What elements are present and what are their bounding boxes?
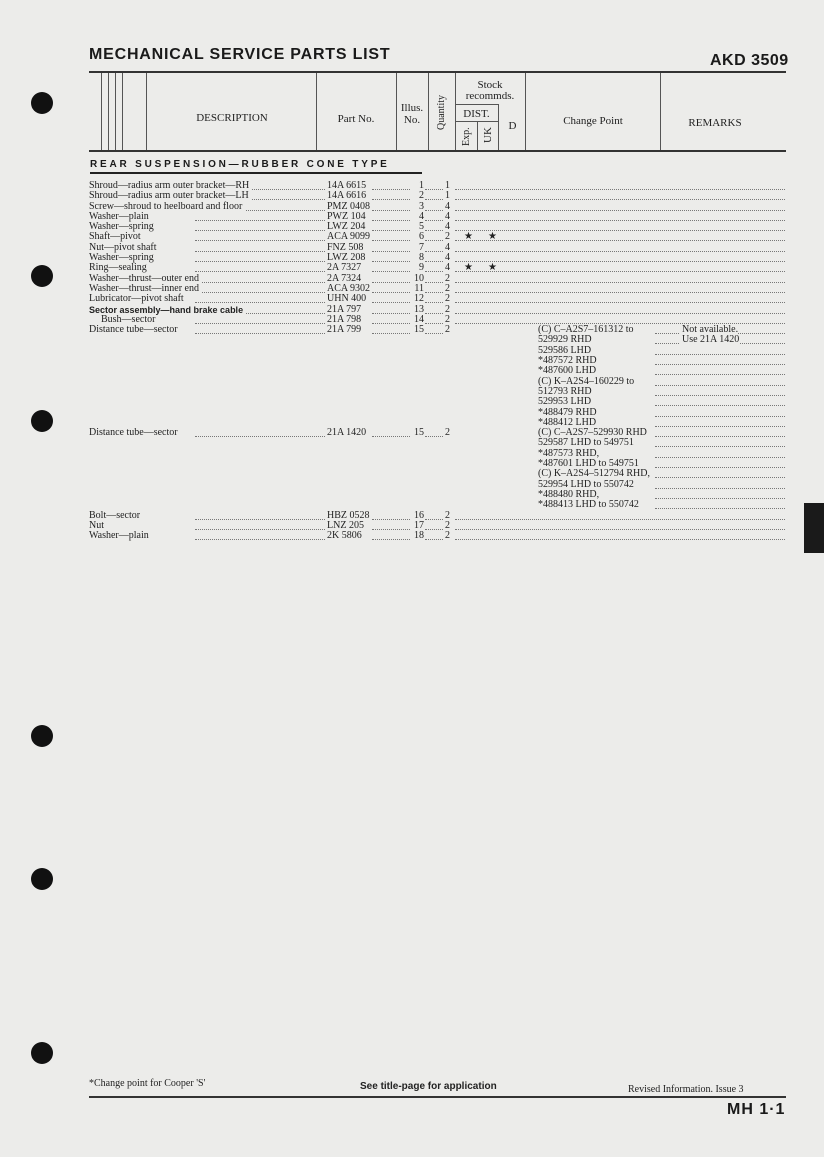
dot-leader <box>425 199 443 200</box>
dot-leader <box>425 220 443 221</box>
col-quantity: Quantity <box>436 95 447 130</box>
change-point: (C) C–A2S7–529930 RHD <box>538 428 650 438</box>
dot-leader <box>455 261 785 262</box>
part-number: 14A 6616 <box>327 190 367 202</box>
dot-leader <box>195 292 325 293</box>
table-row <box>0 366 824 376</box>
page-code: MH 1·1 <box>727 1101 786 1118</box>
dot-leader <box>655 385 785 386</box>
column-divider <box>108 73 109 150</box>
dot-leader <box>372 302 412 303</box>
header-bottom-rule <box>89 150 786 152</box>
quantity: 1 <box>445 181 453 191</box>
col-change-point: Change Point <box>563 115 623 127</box>
part-description: Washer—plain <box>89 212 152 222</box>
part-number: UHN 400 <box>327 293 367 305</box>
part-description: Washer—thrust—inner end <box>89 284 202 294</box>
dot-leader <box>455 529 785 530</box>
table-row <box>0 408 824 418</box>
section-title: REAR SUSPENSION—RUBBER CONE TYPE <box>90 159 390 170</box>
dot-leader <box>455 271 785 272</box>
part-description: Washer—spring <box>89 253 157 263</box>
part-description: Washer—thrust—outer end <box>89 274 202 284</box>
dot-leader <box>655 426 785 427</box>
part-number: PWZ 104 <box>327 210 366 222</box>
footer-rule <box>89 1096 786 1098</box>
table-row <box>0 346 824 356</box>
dot-leader <box>425 251 443 252</box>
illus-number: 13 <box>410 305 424 315</box>
dot-leader <box>425 271 443 272</box>
col-exp: Exp. <box>461 127 472 146</box>
remarks: Not available. <box>682 324 739 336</box>
change-point: *488479 RHD <box>538 408 600 418</box>
dot-leader <box>455 240 785 241</box>
part-description: Nut—pivot shaft <box>89 243 160 253</box>
part-description: Sector assembly—hand brake cable <box>89 305 246 315</box>
col-d: D <box>508 120 517 132</box>
footer-note: *Change point for Cooper 'S' <box>89 1078 206 1089</box>
dot-leader <box>655 446 785 447</box>
illus-number: 12 <box>410 294 424 304</box>
column-divider <box>498 104 499 150</box>
part-description: Screw—shroud to heelboard and floor <box>89 202 245 212</box>
change-point: 529954 LHD to 550742 <box>538 480 637 490</box>
dot-leader <box>655 436 785 437</box>
change-point: 529587 LHD to 549751 <box>538 438 637 448</box>
stock-exp-star: ★ <box>464 262 473 274</box>
dot-leader <box>455 210 785 211</box>
table-row <box>0 490 824 500</box>
change-point: 529953 LHD <box>538 397 594 407</box>
change-point: *488480 RHD, <box>538 490 602 500</box>
footer-application-note: See title-page for application <box>360 1081 497 1092</box>
table-row <box>0 500 824 510</box>
column-divider <box>122 73 123 150</box>
illus-number: 16 <box>410 511 424 521</box>
dot-leader <box>372 220 412 221</box>
table-row <box>0 387 824 397</box>
col-stock-line1: Stock <box>477 79 503 91</box>
col-part-no: Part No. <box>337 113 375 125</box>
dot-leader <box>425 436 443 437</box>
dot-leader <box>195 302 325 303</box>
parts-table <box>0 181 824 541</box>
dot-leader <box>425 189 443 190</box>
table-row <box>0 480 824 490</box>
change-point: *487572 RHD <box>538 356 600 366</box>
dot-leader <box>372 519 412 520</box>
part-number: 2K 5806 <box>327 530 362 542</box>
part-number: LWZ 208 <box>327 252 366 264</box>
dot-leader <box>425 230 443 231</box>
col-stock-line2: recommds. <box>465 90 515 102</box>
change-point: 529929 RHD <box>538 335 595 345</box>
table-row <box>0 531 824 541</box>
dot-leader <box>425 261 443 262</box>
dot-leader <box>195 251 325 252</box>
dot-leader <box>195 323 325 324</box>
dot-leader <box>372 210 412 211</box>
dot-leader <box>455 519 785 520</box>
part-description: Shroud—radius arm outer bracket—RH <box>89 181 252 191</box>
illus-number: 18 <box>410 531 424 541</box>
page-title: MECHANICAL SERVICE PARTS LIST <box>89 46 391 63</box>
illus-number: 7 <box>410 243 424 253</box>
table-row <box>0 511 824 521</box>
col-remarks: REMARKS <box>688 117 742 129</box>
part-number: 2A 7327 <box>327 262 362 274</box>
quantity: 4 <box>445 263 453 273</box>
illus-number: 9 <box>410 263 424 273</box>
part-description: Shroud—radius arm outer bracket—LH <box>89 191 252 201</box>
quantity: 2 <box>445 511 453 521</box>
table-row <box>0 335 824 345</box>
illus-number: 1 <box>410 181 424 191</box>
part-number: FNZ 508 <box>327 241 364 253</box>
dot-leader <box>372 539 412 540</box>
table-row <box>0 377 824 387</box>
quantity: 2 <box>445 325 453 335</box>
remarks: Use 21A 1420 <box>682 334 740 346</box>
part-number: ACA 9302 <box>327 282 371 294</box>
dot-leader <box>372 529 412 530</box>
illus-number: 2 <box>410 191 424 201</box>
table-row <box>0 469 824 479</box>
stock-exp-star: ★ <box>464 231 473 243</box>
quantity: 4 <box>445 243 453 253</box>
column-divider <box>115 73 116 150</box>
illus-number: 6 <box>410 232 424 242</box>
illus-number: 14 <box>410 315 424 325</box>
column-divider <box>525 73 526 150</box>
illus-number: 8 <box>410 253 424 263</box>
dot-leader <box>372 282 412 283</box>
quantity: 2 <box>445 315 453 325</box>
part-description: Shaft—pivot <box>89 232 144 242</box>
dot-leader <box>372 313 412 314</box>
stock-uk-star: ★ <box>488 262 497 274</box>
illus-number: 15 <box>410 428 424 438</box>
column-divider <box>477 121 478 150</box>
table-row <box>0 438 824 448</box>
part-description: Ring—sealing <box>89 263 150 273</box>
dot-leader <box>195 230 325 231</box>
dot-leader <box>655 374 785 375</box>
part-number: LNZ 205 <box>327 519 364 531</box>
quantity: 2 <box>445 294 453 304</box>
dist-subrule <box>455 121 498 122</box>
dot-leader <box>655 457 785 458</box>
dot-leader <box>425 292 443 293</box>
dot-leader <box>372 230 412 231</box>
illus-number: 3 <box>410 202 424 212</box>
part-description: Washer—spring <box>89 222 157 232</box>
part-number: 21A 1420 <box>327 427 367 439</box>
dot-leader <box>425 529 443 530</box>
quantity: 4 <box>445 212 453 222</box>
dot-leader <box>425 282 443 283</box>
quantity: 2 <box>445 274 453 284</box>
table-row <box>0 428 824 438</box>
footer-revised: Revised Information. Issue 3 <box>628 1084 744 1095</box>
dot-leader <box>455 199 785 200</box>
dot-leader <box>372 251 412 252</box>
dot-leader <box>425 333 443 334</box>
part-number: LWZ 204 <box>327 221 366 233</box>
column-divider <box>428 73 429 150</box>
binder-hole <box>31 725 53 747</box>
column-divider <box>316 73 317 150</box>
dot-leader <box>372 271 412 272</box>
dot-leader <box>195 529 325 530</box>
quantity: 4 <box>445 202 453 212</box>
illus-number: 17 <box>410 521 424 531</box>
dot-leader <box>195 436 325 437</box>
stock-subrule <box>455 104 498 105</box>
dot-leader <box>455 313 785 314</box>
part-number: 2A 7324 <box>327 272 362 284</box>
quantity: 2 <box>445 232 453 242</box>
dot-leader <box>195 271 325 272</box>
table-row <box>0 294 824 304</box>
dot-leader <box>455 220 785 221</box>
quantity: 2 <box>445 305 453 315</box>
dot-leader <box>455 292 785 293</box>
dot-leader <box>655 508 785 509</box>
dot-leader <box>372 323 412 324</box>
document-code: AKD 3509 <box>710 52 789 69</box>
change-point: 529586 LHD <box>538 346 594 356</box>
change-point: *488413 LHD to 550742 <box>538 500 642 510</box>
part-description: Washer—plain <box>89 531 152 541</box>
quantity: 4 <box>445 253 453 263</box>
illus-number: 15 <box>410 325 424 335</box>
dot-leader <box>655 405 785 406</box>
dot-leader <box>372 199 412 200</box>
dot-leader <box>372 189 412 190</box>
part-description: Bush—sector <box>101 315 158 325</box>
change-point: (C) C–A2S7–161312 to <box>538 325 637 335</box>
change-point: (C) K–A2S4–160229 to <box>538 377 637 387</box>
dot-leader <box>195 282 325 283</box>
dot-leader <box>655 364 785 365</box>
illus-number: 5 <box>410 222 424 232</box>
dot-leader <box>425 240 443 241</box>
change-point: *487601 LHD to 549751 <box>538 459 642 469</box>
dot-leader <box>655 488 785 489</box>
dot-leader <box>425 539 443 540</box>
change-point: *487573 RHD, <box>538 449 602 459</box>
change-point: *487600 LHD <box>538 366 599 376</box>
quantity: 2 <box>445 284 453 294</box>
col-illus-no-line1: Illus. <box>400 102 424 114</box>
quantity: 2 <box>445 521 453 531</box>
illus-number: 4 <box>410 212 424 222</box>
illus-number: 11 <box>410 284 424 294</box>
part-description: Nut <box>89 521 107 531</box>
part-description: Distance tube—sector <box>89 325 181 335</box>
stock-uk-star: ★ <box>488 231 497 243</box>
binder-hole <box>31 92 53 114</box>
table-row <box>0 449 824 459</box>
dot-leader <box>372 261 412 262</box>
dot-leader <box>655 354 785 355</box>
quantity: 2 <box>445 428 453 438</box>
dot-leader <box>455 189 785 190</box>
table-row <box>0 397 824 407</box>
col-uk: UK <box>482 127 494 143</box>
quantity: 1 <box>445 191 453 201</box>
dot-leader <box>455 282 785 283</box>
dot-leader <box>425 519 443 520</box>
part-description: Bolt—sector <box>89 511 143 521</box>
dot-leader <box>425 210 443 211</box>
binder-hole <box>31 868 53 890</box>
change-point: (C) K–A2S4–512794 RHD, <box>538 469 653 479</box>
dot-leader <box>655 467 785 468</box>
part-description: Lubricator—pivot shaft <box>89 294 187 304</box>
dot-leader <box>655 416 785 417</box>
part-number: ACA 9099 <box>327 231 371 243</box>
part-number: 21A 797 <box>327 303 362 315</box>
dot-leader <box>372 292 412 293</box>
header-top-rule <box>89 71 786 73</box>
col-illus-no-line2: No. <box>403 114 421 126</box>
part-number: HBZ 0528 <box>327 509 370 521</box>
change-point: *488412 LHD <box>538 418 599 428</box>
column-divider <box>660 73 661 150</box>
dot-leader <box>455 302 785 303</box>
dot-leader <box>425 302 443 303</box>
quantity: 4 <box>445 222 453 232</box>
part-number: 21A 799 <box>327 324 362 336</box>
dot-leader <box>655 395 785 396</box>
part-number: 14A 6615 <box>327 180 367 191</box>
dot-leader <box>372 240 412 241</box>
dot-leader <box>455 539 785 540</box>
column-divider <box>101 73 102 150</box>
part-number: PMZ 0408 <box>327 200 371 212</box>
col-description: DESCRIPTION <box>196 112 268 124</box>
dot-leader <box>195 539 325 540</box>
dot-leader <box>195 240 325 241</box>
dot-leader <box>425 313 443 314</box>
dot-leader <box>195 261 325 262</box>
table-row <box>0 459 824 469</box>
dot-leader <box>372 436 412 437</box>
change-point: 512793 RHD <box>538 387 595 397</box>
illus-number: 10 <box>410 274 424 284</box>
section-underline <box>90 172 422 174</box>
binder-hole <box>31 1042 53 1064</box>
dot-leader <box>425 323 443 324</box>
dot-leader <box>455 230 785 231</box>
table-row <box>0 356 824 366</box>
dot-leader <box>195 220 325 221</box>
quantity: 2 <box>445 531 453 541</box>
part-description: Distance tube—sector <box>89 428 181 438</box>
dot-leader <box>195 333 325 334</box>
dot-leader <box>195 519 325 520</box>
column-divider <box>146 73 147 150</box>
dot-leader <box>655 498 785 499</box>
dot-leader <box>372 333 412 334</box>
dot-leader <box>655 477 785 478</box>
part-number: 21A 798 <box>327 313 362 325</box>
dot-leader <box>455 251 785 252</box>
col-dist: DIST. <box>463 108 490 120</box>
